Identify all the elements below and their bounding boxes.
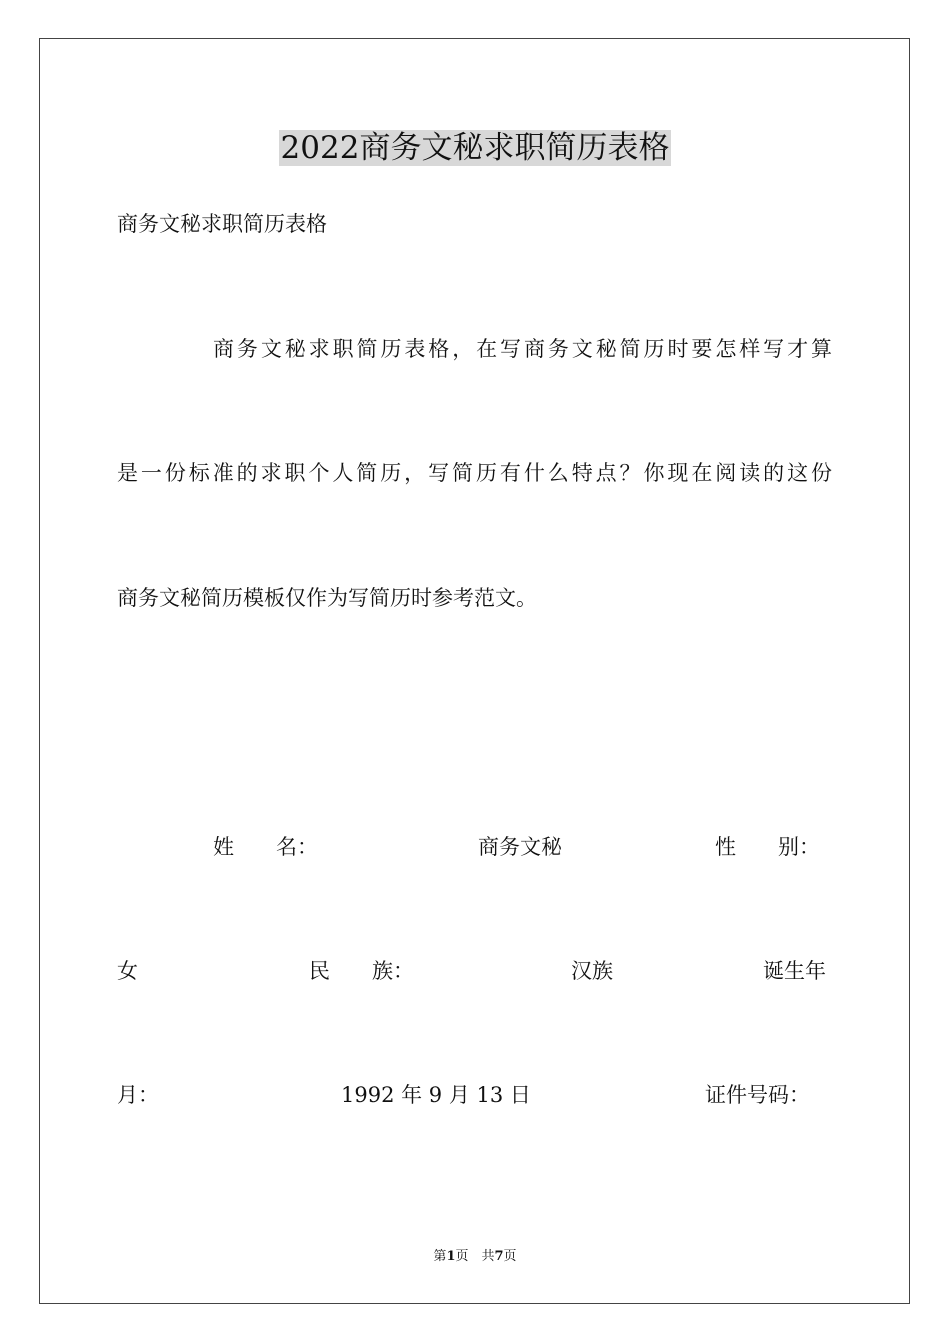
name-value: 商务文秘 <box>478 835 562 859</box>
document-subtitle: 商务文秘求职简历表格 <box>117 212 327 236</box>
name-label: 姓 名： <box>213 835 318 859</box>
gender-label: 性 别： <box>715 835 820 859</box>
footer-total-pages: 7 <box>494 1249 504 1264</box>
footer-mid: 页 共 <box>455 1249 495 1264</box>
document-title-text: 2022商务文秘求职简历表格 <box>280 130 670 166</box>
birth-value: 1992 年 9 月 13 日 <box>341 1083 531 1107</box>
birth-label-part2: 月： <box>117 1083 159 1107</box>
document-title <box>0 128 950 168</box>
intro-line-1: 商务文秘求职简历表格，在写商务文秘简历时要怎样写才算 <box>213 337 832 361</box>
ethnicity-label: 民 族： <box>309 959 414 983</box>
footer-suffix: 页 <box>503 1249 517 1264</box>
id-label: 证件号码： <box>705 1083 810 1107</box>
intro-line-3: 商务文秘简历模板仅作为写简历时参考范文。 <box>117 586 537 610</box>
gender-value: 女 <box>117 959 138 983</box>
birth-label-part1: 诞生年 <box>763 959 826 983</box>
footer-prefix: 第 <box>433 1249 447 1264</box>
intro-line-2: 是一份标准的求职个人简历，写简历有什么特点？你现在阅读的这份 <box>117 461 832 485</box>
footer-current-page: 1 <box>446 1249 456 1264</box>
page-footer <box>0 1248 950 1266</box>
ethnicity-value: 汉族 <box>571 959 613 983</box>
